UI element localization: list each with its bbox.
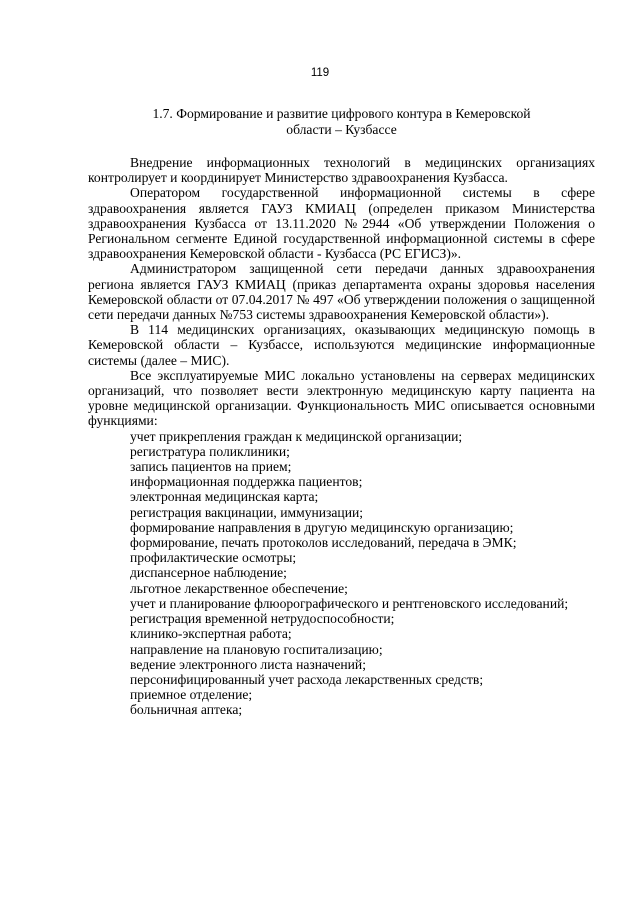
list-item: учет прикрепления граждан к медицинской организации; [130, 428, 463, 444]
paragraph-administrator: Администратором защищенной сети передачи данных здравоохранения региона является ГАУЗ КМИАЦ (приказ департамента охраны здоровья населения Кемеровской области от 07.04.2017 № 497 «Об утверждении положения о защищенной сети передачи данных №753 системы здравоохранения Кемеровской области»). [88, 261, 595, 323]
paragraph-mis-usage: В 114 медицинских организациях, оказывающих медицинскую помощь в Кемеровской области – Кузбассе, используются медицинские информационные системы (далее – МИС). [88, 322, 595, 368]
section-heading-line-2: области – Кузбассе [286, 122, 397, 137]
list-item: регистратура поликлиники; [130, 443, 290, 459]
list-item: ведение электронного листа назначений; [130, 656, 366, 672]
list-item: профилактические осмотры; [130, 550, 297, 566]
list-item: формирование, печать протоколов исследований, передача в ЭМК; [130, 535, 517, 551]
paragraph-operator: Оператором государственной информационной системы в сфере здравоохранения является ГАУЗ КМИАЦ (определен приказом Министерства здравоохранения Кузбасса от 13.11.2020 №2944 «Об утверждении Положения о Региональном сегменте Единой государственной информационной системы в сфере здравоохранения Кемеровской области - Кузбасса (РС ЕГИСЗ)». [88, 185, 595, 262]
list-item: приемное отделение; [130, 687, 253, 703]
body-text [88, 155, 595, 718]
list-item: персонифицированный учет расхода лекарственных средств; [130, 671, 484, 687]
list-item: льготное лекарственное обеспечение; [130, 580, 348, 596]
list-item: клинико-экспертная работа; [130, 626, 292, 642]
list-item: направление на плановую госпитализацию; [130, 641, 383, 657]
list-item: диспансерное наблюдение; [130, 565, 287, 581]
list-item: информационная поддержка пациентов; [130, 474, 363, 490]
functions-list [88, 429, 595, 718]
list-item: регистрация временной нетрудоспособности; [130, 611, 395, 627]
list-item: больничная аптека; [130, 702, 243, 718]
list-item: электронная медицинская карта; [130, 489, 319, 505]
section-heading-line-1: 1.7. Формирование и развитие цифрового контура в Кемеровской [152, 106, 531, 121]
list-item: формирование направления в другую медицинскую организацию; [130, 519, 514, 535]
paragraph-intro: Внедрение информационных технологий в медицинских организациях контролирует и координирует Министерство здравоохранения Кузбасса. [88, 155, 595, 186]
section-heading [88, 106, 595, 138]
list-item: запись пациентов на прием; [130, 459, 292, 475]
list-item: регистрация вакцинации, иммунизации; [130, 504, 364, 520]
paragraph-mis-functions: Все эксплуатируемые МИС локально установлены на серверах медицинских организаций, что позволяет вести электронную медицинскую карту пациента на уровне медицинской организации. Функциональность МИС описывается основными функциями: [88, 367, 595, 429]
list-item: учет и планирование флюорографического и рентгеновского исследований; [130, 595, 569, 611]
page-number: 119 [310, 67, 330, 79]
